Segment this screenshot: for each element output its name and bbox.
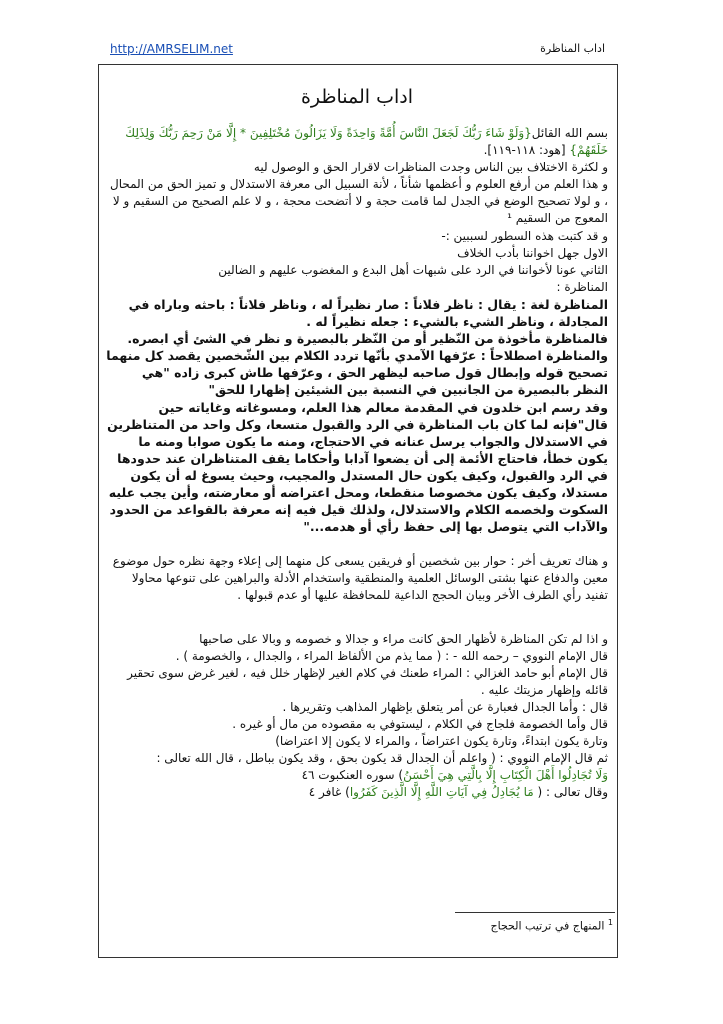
- paragraph: فالمناظرة مأخوذة من النّظير أو من النّظر بالبصيرة و نظر في الشئ أي ابصره.: [127, 331, 608, 347]
- paragraph: [106, 125, 608, 159]
- paragraph: وقد رسم ابن خلدون في المقدمة معالم هذا العلم، ومسوغاته وغاياته حين قال"فإنه لما كان باب المناظرة في الرد والقبول متسعا، وكل واحد من المتناظرين في الاستدلال والجواب يرسل عنانه في الاحتجاج، ومنه ما يكون صوابا ومنه ما يكون خطأ، فاحتاج الأئمة إلى أن يضعوا آدابا وأحكاما يقف المتناظران عند حدودها في الرد والقبول، وكيف يكون حال المستدل والمجيب، وحيث يسوغ له أن يكون مستدلا، وكيف يكون مخصوصا منقطعا، ومحل اعتراضه أو معارضته، وأين يجب عليه السكوت ولخصمه الكلام والاستدلال، ولذلك قيل فيه إنه معرفة بالقواعد من الحدود والآداب التي يتوصل بها إلى حفظ رأي أو هدمه...": [107, 399, 608, 535]
- footnote-text: المنهاج في ترتيب الحجاج: [490, 919, 605, 933]
- page-title: اداب المناظرة: [300, 86, 414, 108]
- paragraph-text: ) غافر ٤: [308, 785, 350, 800]
- paragraph: و هذا العلم من أرفع العلوم و أعظمها شأناً ، لأنة السبيل الى معرفة الاستدلال و تميز الحق من المحال ، و لولا تصحيح الوضع في الجدل لما قامت حجة و لا أتضحت محجة ، و لا علم الصحيح من السقيم و لا المعوج من السقيم ¹: [109, 177, 608, 226]
- paragraph-text: ) سوره العنكبوت ٤٦: [301, 768, 404, 783]
- paragraph-text: [هود: ١١٨-١١٩].: [483, 143, 570, 158]
- paragraph: [106, 784, 608, 801]
- paragraph: والمناظرة اصطلاحاً : عرّفها الآمدي بأنّها تردد الكلام بين الشّخصين يقصد كل منهما تصحيح قوله وإبطال قول صاحبه ليظهر الحق ، وعرّفها طاش كبرى زاده "هي النظر بالبصيرة من الجانبين في النسبة بين الشيئين إظهارا للحق": [106, 348, 608, 398]
- document-body: [106, 125, 608, 801]
- quran-verse: {وَلَوْ شَاءَ رَبُّكَ لَجَعَلَ النَّاسَ أُمَّةً وَاحِدَةً وَلَا يَزَالُونَ مُخْتَلِفِينَ * إِلَّا مَنْ رَحِمَ رَبُّكَ وَلِذَلِكَ خَلَقَهُمْ}: [125, 126, 608, 158]
- running-header-title: اداب المناظرة: [540, 42, 605, 55]
- paragraph: المناظرة لغة : يقال : ناظر فلاناً : صار نظيراً له ، وناظر فلاناً : باحثه وباراه في المجادلة ، وناظر الشيء بالشيء : جعله نظيراً له .: [128, 296, 608, 330]
- footnote-divider: [455, 912, 615, 913]
- paragraph: المناظرة :: [556, 279, 608, 294]
- paragraph: ثم قال الإمام النووي : ( واعلم أن الجدال قد يكون بحق ، وقد يكون بباطل ، قال الله تعالى :: [156, 751, 608, 766]
- paragraph-text: وقال تعالى : (: [533, 785, 608, 800]
- paragraph: الاول جهل اخواننا بأدب الخلاف: [457, 245, 608, 260]
- paragraph-spacer: [106, 535, 608, 553]
- footnote: [491, 918, 614, 933]
- paragraph: قال وأما الخصومة فلجاج في الكلام ، ليستوفي به مقصوده من مال أو غيره .: [232, 717, 608, 731]
- paragraph: قال الإمام أبو حامد الغزالي : المراء طعنك في كلام الغير لإظهار خلل فيه ، لغير غرض سوى تحقير قائله وإظهار مزيتك عليه .: [127, 665, 608, 697]
- paragraph: قال : وأما الجدال فعبارة عن أمر يتعلق بإظهار المذاهب وتقريرها .: [282, 699, 608, 714]
- quran-verse: مَا يُجَادِلُ فِي آيَاتِ اللَّهِ إِلَّا الَّذِينَ كَفَرُوا: [349, 785, 534, 800]
- paragraph-spacer: [106, 605, 608, 631]
- paragraph: وتارة يكون ابتداءً، وتارة يكون اعتراضاً ، والمراء لا يكون إلا اعتراضا): [275, 734, 608, 749]
- quran-verse: وَلَا تُجَادِلُوا أَهْلَ الْكِتَابِ إِلَّا بِالَّتِي هِيَ أَحْسَنُ: [403, 768, 608, 783]
- paragraph: [106, 767, 608, 784]
- paragraph: و لكثرة الاختلاف بين الناس وجدت المناظرات لاقرار الحق و الوصول ليه: [253, 160, 608, 175]
- paragraph: الثاني عونا لأخواننا في الرد على شبهات أهل البدع و المغضوب عليهم و الضالين: [218, 262, 608, 277]
- website-link[interactable]: http://AMRSELIM.net: [110, 42, 233, 56]
- paragraph: و قد كتبت هذه السطور لسببين :-: [441, 228, 608, 243]
- paragraph-text: بسم الله القائل: [531, 126, 608, 140]
- paragraph: و اذا لم تكن المناظرة لأظهار الحق كانت مراء و جدالا و خصومه و وبالا على صاحبها: [199, 631, 608, 646]
- paragraph: قال الإمام النووي – رحمه الله - : ( مما يذم من الألفاظ المراء ، والجدال ، والخصومة ) .: [175, 648, 608, 663]
- footnote-number: 1: [607, 918, 613, 927]
- paragraph: و هناك تعريف أخر : حوار بين شخصين أو فريقين يسعى كل منهما إلى إعلاء وجهة نظره حول موضوع معين والدفاع عنها بشتى الوسائل العلمية والمنطقية واستخدام الأدلة والبراهين على تنوعها محاولا تفنيد رأي الطرف الأخر وبيان الحجج الداعية للمحافظة عليها أو عدم قبولها .: [112, 554, 608, 603]
